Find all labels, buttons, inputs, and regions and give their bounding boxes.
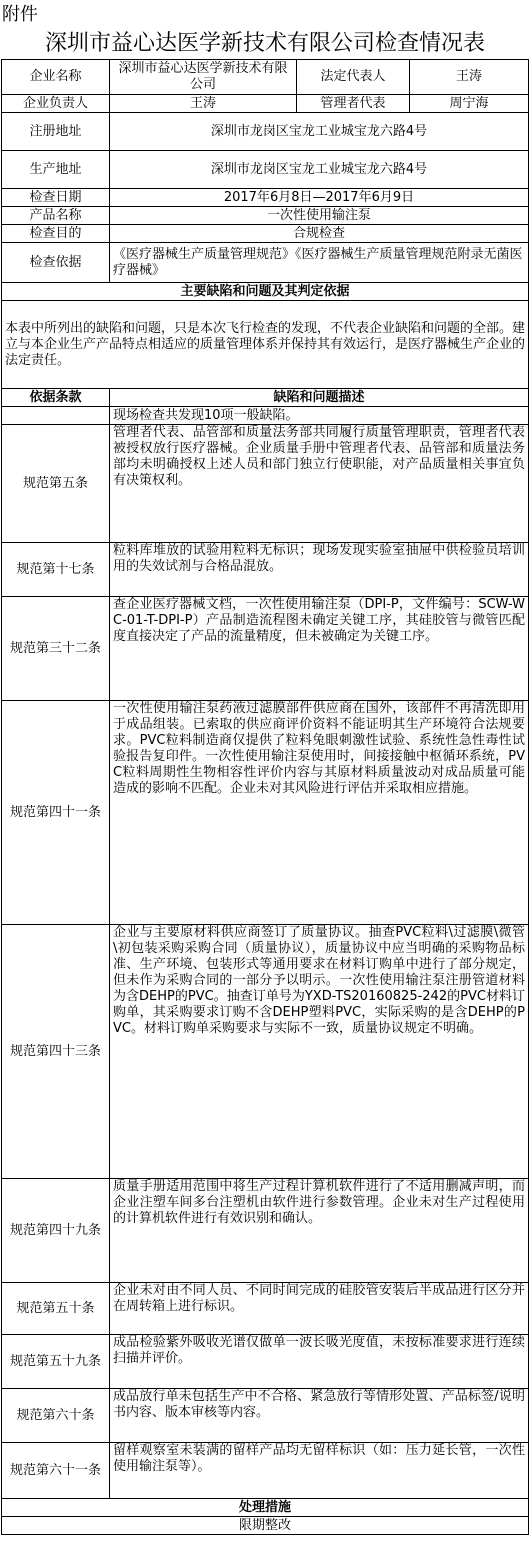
reg-addr-label: 注册地址 [2,113,110,151]
defect-clause: 规范第五十条 [2,1283,110,1335]
defect-clause: 规范第五条 [2,425,110,543]
defect-text: 企业与主要原材料供应商签订了质量协议。抽查PVC粒料\过滤膜\微管\初包装采购采购合同（质量协议），质量协议中应当明确的采购物品标准、生产环境、包装形式等通用要求在材料订购单中进行了部分规定，但未作为采购合同的一部分予以明示。一次性使用输注泵注册管道材料为含DEHP的PVC。抽查订单号为YXD-TS20160825-242的PVC材料订购单，其采购要求订购不含DEHP塑料PVC，实际采购的是含DEHP的PVC。材料订购单采购要求与实际不一致，质量协议规定不明确。 [110,925,529,1179]
product-row [2,207,529,225]
defects-section-row [2,283,529,301]
defect-text: 留样观察室未装满的留样产品均无留样标识（如：压力延长管，一次性使用输注泵等）。 [110,1443,529,1499]
defect-row [2,1335,529,1389]
defect-row [2,1283,529,1335]
defect-row [2,1443,529,1499]
date-value: 2017年6月8日—2017年6月9日 [110,189,529,207]
summary-blank [2,407,110,425]
date-row [2,189,529,207]
company-value: 深圳市益心达医学新技术有限公司 [110,60,297,95]
defect-row [2,425,529,543]
prod-addr-row [2,151,529,189]
principal-row [2,95,529,113]
defect-clause: 规范第六十一条 [2,1443,110,1499]
defect-text: 一次性使用输注泵药液过滤膜部件供应商在国外，该部件不再清洗即用于成品组装。已索取的供应商评价资料不能证明其生产环境符合法规要求。PVC粒料制造商仅提供了粒料兔眼刺激性试验、系统性急性毒性试验报告复印件。一次性使用输注泵使用时，间接接触中枢循环系统，PVC粒料周期性生物相容性评价内容与其原材料质量波动对成品质量可能造成的影响不匹配。企业未对其风险进行评估并采取相应措施。 [110,701,529,925]
legal-rep-label: 法定代表人 [297,60,410,95]
defect-row [2,1179,529,1283]
defect-text: 管理者代表、品管部和质量法务部共同履行质量管理职责，管理者代表被授权放行医疗器械。企业质量手册中管理者代表、品管部和质量法务部均未明确授权上述人员和部门独立行使职能，对产品质量相关事宜负有决策权利。 [110,425,529,543]
col-desc-header: 缺陷和问题描述 [110,389,529,407]
defect-text: 查企业医疗器械文档，一次性使用输注泵（DPI-P，文件编号：SCW-WC-01-T-DPI-P）产品制造流程图未确定关键工序，其硅胶管与微管匹配度直接决定了产品的流量精度，但未被确定为关键工序。 [110,597,529,701]
defect-text: 成品检验紫外吸收光谱仅做单一波长吸光度值，未按标准要求进行连续扫描并评价。 [110,1335,529,1389]
purpose-value: 合规检查 [110,225,529,243]
col-basis-header: 依据条款 [2,389,110,407]
defect-text: 质量手册适用范围中将生产过程计算机软件进行了不适用删减声明，而企业注塑车间多台注塑机由软件进行参数管理。企业未对生产过程使用的计算机软件进行有效识别和确认。 [110,1179,529,1283]
basis-value: 《医疗器械生产质量管理规范》《医疗器械生产质量管理规范附录无菌医疗器械》 [110,243,529,283]
purpose-label: 检查目的 [2,225,110,243]
defect-clause: 规范第十七条 [2,543,110,597]
page-title: 深圳市益心达医学新技术有限公司检查情况表 [44,31,485,56]
action-value: 限期整改 [2,1517,529,1535]
basis-label: 检查依据 [2,243,110,283]
defect-clause: 规范第四十三条 [2,925,110,1179]
summary-row [2,407,529,425]
defect-clause: 规范第六十条 [2,1389,110,1443]
principal-label: 企业负责人 [2,95,110,113]
defect-clause: 规范第四十九条 [2,1179,110,1283]
date-label: 检查日期 [2,189,110,207]
basis-row [2,243,529,283]
purpose-row [2,225,529,243]
mgmt-rep-label: 管理者代表 [297,95,410,113]
intro-text: 本表中所列出的缺陷和问题，只是本次飞行检查的发现，不代表企业缺陷和问题的全部。建立与本企业生产产品特点相适应的质量管理体系并保持其有效运行，是医疗器械生产企业的法定责任。 [2,301,529,389]
defect-row [2,1389,529,1443]
action-title-row [2,1499,529,1517]
product-value: 一次性使用输注泵 [110,207,529,225]
defect-text: 粒料库堆放的试验用粒料无标识；现场发现实验室抽屉中供检验员培训用的失效试剂与合格品混放。 [110,543,529,597]
principal-value: 王涛 [110,95,297,113]
defects-section-title: 主要缺陷和问题及其判定依据 [2,283,529,301]
intro-row [2,301,529,389]
defect-clause: 规范第五十九条 [2,1335,110,1389]
action-title: 处理措施 [2,1499,529,1517]
attachment-label: 附件 [2,4,38,25]
company-label: 企业名称 [2,60,110,95]
defects-header-row [2,389,529,407]
defect-row [2,701,529,925]
defect-row [2,925,529,1179]
defect-text: 成品放行单未包括生产中不合格、紧急放行等情形处置、产品标签/说明书内容、版本审核等内容。 [110,1389,529,1443]
mgmt-rep-value: 周宁海 [410,95,529,113]
product-label: 产品名称 [2,207,110,225]
defect-row [2,597,529,701]
prod-addr-label: 生产地址 [2,151,110,189]
defect-row [2,543,529,597]
reg-addr-value: 深圳市龙岗区宝龙工业城宝龙六路4号 [110,113,529,151]
inspection-table [1,59,529,1535]
company-row [2,60,529,95]
reg-addr-row [2,113,529,151]
defect-clause: 规范第三十二条 [2,597,110,701]
prod-addr-value: 深圳市龙岗区宝龙工业城宝龙六路4号 [110,151,529,189]
action-value-row [2,1517,529,1535]
summary-text: 现场检查共发现10项一般缺陷。 [110,407,529,425]
defect-clause: 规范第四十一条 [2,701,110,925]
defect-text: 企业未对由不同人员、不同时间完成的硅胶管安装后半成品进行区分并在周转箱上进行标识。 [110,1283,529,1335]
legal-rep-value: 王涛 [410,60,529,95]
